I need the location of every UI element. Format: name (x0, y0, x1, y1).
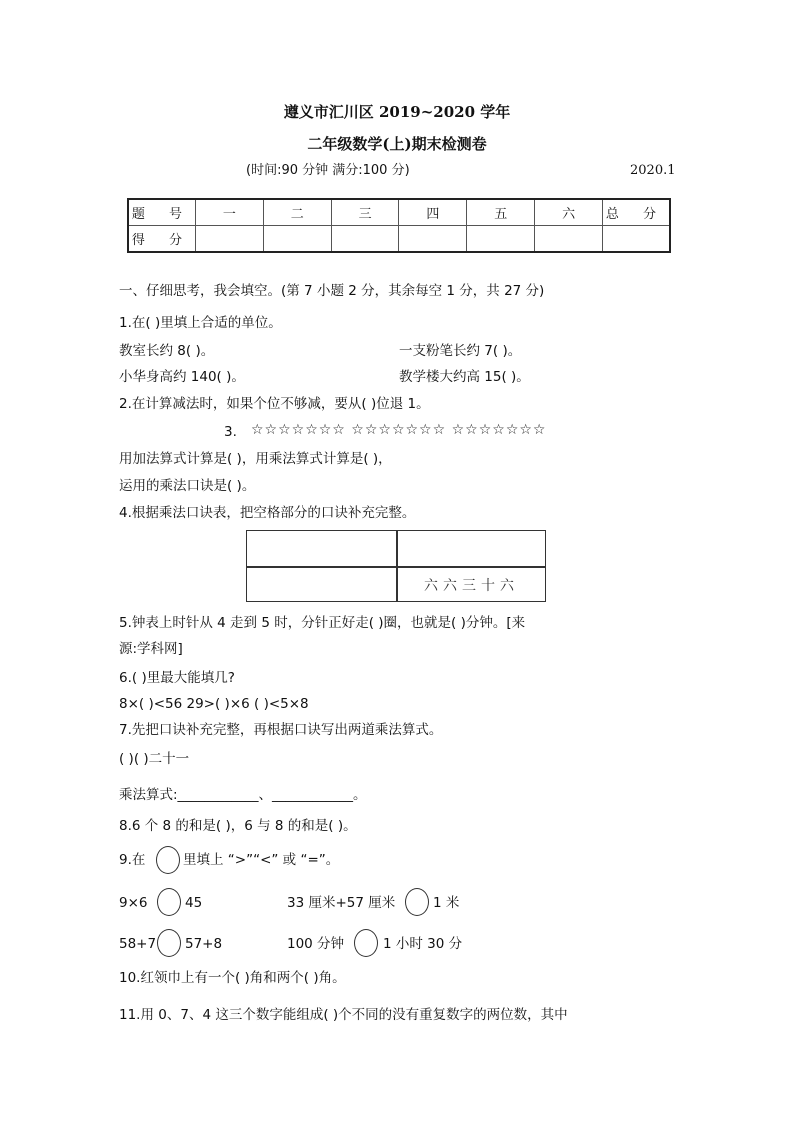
answer-circle[interactable] (405, 888, 429, 916)
score-table-header-label: 题 号 (128, 199, 196, 226)
question-11: 11.用 0、7、4 这三个数字能组成( )个不同的没有重复数字的两位数，其中 (119, 1007, 568, 1023)
answer-circle[interactable] (354, 929, 378, 957)
question-9a-left: 9×6 (119, 895, 148, 911)
question-1b: 一支粉笔长约 7( )。 (399, 343, 522, 359)
question-6: 6.( )里最大能填几? (119, 670, 235, 686)
score-table-col-5: 五 (467, 199, 535, 226)
question-7b: 乘法算式:____________、____________。 (119, 787, 367, 803)
question-9-suffix: 里填上 “>”“<” 或 “=”。 (183, 852, 340, 868)
grid-cell-given: 六六三十六 (424, 577, 519, 594)
exam-meta: (时间:90 分钟 满分:100 分) (246, 163, 410, 178)
star-icon-groups: ☆☆☆☆☆☆☆ ☆☆☆☆☆☆☆ ☆☆☆☆☆☆☆ (251, 422, 547, 438)
question-1c: 小华身高约 140( )。 (119, 369, 245, 385)
question-9c-left: 58+7 (119, 936, 157, 952)
question-6a: 8×( )<56 29>( )×6 ( )<5×8 (119, 696, 309, 712)
question-8: 8.6 个 8 的和是( )，6 与 8 的和是( )。 (119, 818, 357, 834)
question-3-number: 3. (224, 424, 237, 440)
question-10: 10.红领巾上有一个( )角和两个( )角。 (119, 970, 346, 986)
section-1-heading: 一、仔细思考，我会填空。(第 7 小题 2 分，其余每空 1 分，共 27 分) (119, 283, 545, 299)
score-table (127, 198, 671, 253)
question-3a: 用加法算式计算是( )，用乘法算式计算是( )， (119, 451, 392, 467)
answer-circle[interactable] (157, 929, 181, 957)
score-cell[interactable] (263, 226, 331, 253)
score-cell[interactable] (196, 226, 264, 253)
score-table-col-4: 四 (399, 199, 467, 226)
score-cell[interactable] (331, 226, 399, 253)
comparison-circle-icon (156, 846, 180, 874)
exam-title: 遵义市汇川区 2019~2020 学年 (283, 103, 511, 121)
score-table-score-label: 得 分 (128, 226, 196, 253)
question-3b: 运用的乘法口诀是( )。 (119, 478, 256, 494)
question-9-prefix: 9.在 (119, 852, 146, 868)
score-table-col-6: 六 (535, 199, 603, 226)
answer-circle[interactable] (157, 888, 181, 916)
question-5-line1: 5.钟表上时针从 4 走到 5 时，分针正好走( )圈，也就是( )分钟。[来 (119, 615, 526, 631)
question-9c-right: 57+8 (185, 936, 223, 952)
multiplication-grid (246, 530, 546, 602)
question-4: 4.根据乘法口诀表，把空格部分的口诀补充完整。 (119, 505, 416, 521)
score-table-col-3: 三 (331, 199, 399, 226)
score-table-score-row (128, 226, 670, 253)
question-9a-right: 45 (185, 895, 203, 911)
question-9b-left: 33 厘米+57 厘米 (287, 895, 396, 911)
score-table-header-row (128, 199, 670, 226)
exam-date: 2020.1 (630, 163, 676, 178)
question-1: 1.在( )里填上合适的单位。 (119, 315, 282, 331)
question-7: 7.先把口诀补充完整，再根据口诀写出两道乘法算式。 (119, 722, 443, 738)
question-5-line2: 源:学科网] (119, 641, 183, 657)
exam-subtitle: 二年级数学(上)期末检测卷 (307, 135, 487, 153)
question-1d: 教学楼大约高 15( )。 (399, 369, 530, 385)
score-cell[interactable] (535, 226, 603, 253)
score-table-col-1: 一 (196, 199, 264, 226)
question-1a: 教室长约 8( )。 (119, 343, 215, 359)
question-9d-right: 1 小时 30 分 (383, 936, 463, 952)
score-cell[interactable] (467, 226, 535, 253)
question-9d-left: 100 分钟 (287, 936, 345, 952)
question-7a: ( )( )二十一 (119, 751, 190, 767)
score-table-col-2: 二 (263, 199, 331, 226)
score-cell[interactable] (399, 226, 467, 253)
score-cell[interactable] (603, 226, 671, 253)
question-2: 2.在计算减法时，如果个位不够减，要从( )位退 1。 (119, 396, 430, 412)
score-table-col-total: 总 分 (603, 199, 671, 226)
question-9b-right: 1 米 (433, 895, 460, 911)
